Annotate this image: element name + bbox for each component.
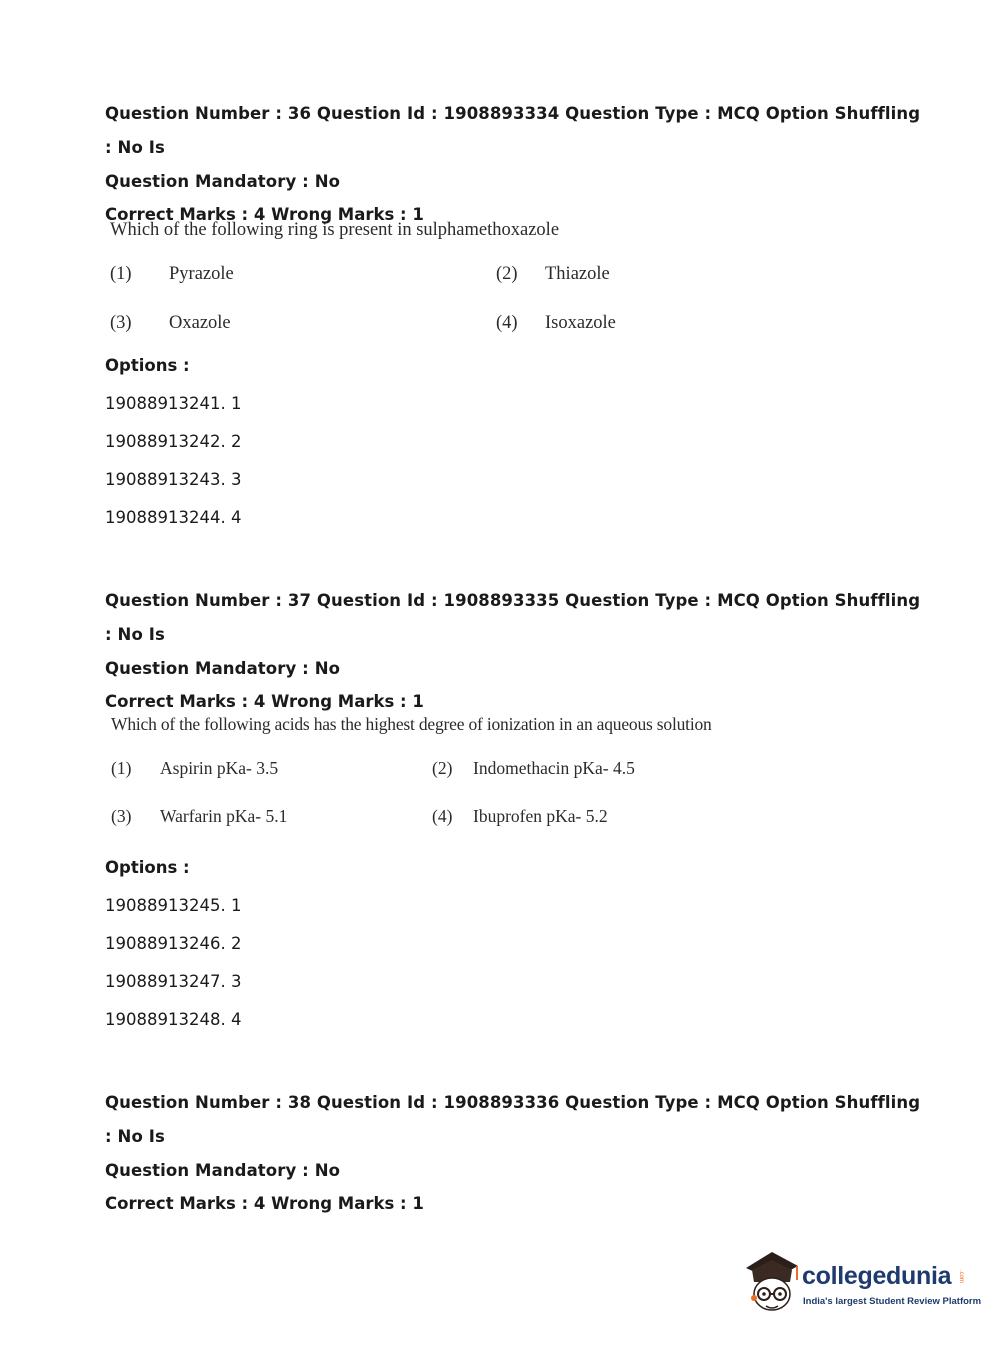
option-id-line: 19088913246. 2 xyxy=(105,934,242,953)
choice-number: (4) xyxy=(432,806,453,826)
question-37-text: Which of the following acids has the highest degree of ionization in an aqueous solution xyxy=(111,714,712,734)
choice-label: Thiazole xyxy=(545,264,610,284)
mascot-icon xyxy=(742,1250,802,1320)
choice-label: Oxazole xyxy=(169,313,231,333)
choice-number: (2) xyxy=(496,264,518,284)
option-id-line: 19088913247. 3 xyxy=(105,972,242,991)
option-id-line: 19088913242. 2 xyxy=(105,432,242,451)
question-36-header xyxy=(105,97,925,227)
question-header-line1: Question Number : 38 Question Id : 1908893336 Question Type : MCQ Option Shuffling : No Is xyxy=(105,1093,921,1146)
options-heading: Options : xyxy=(105,356,190,375)
choice-number: (4) xyxy=(496,313,518,333)
option-id-line: 19088913243. 3 xyxy=(105,470,242,489)
choice-number: (3) xyxy=(111,806,132,826)
question-header-line2: Question Mandatory : No xyxy=(105,172,341,191)
choice-label: Warfarin pKa- 5.1 xyxy=(160,806,288,826)
option-id-line: 19088913241. 1 xyxy=(105,394,242,413)
options-heading: Options : xyxy=(105,858,190,877)
question-36-text: Which of the following ring is present in sulphamethoxazole xyxy=(110,220,560,240)
logo-suffix: .com xyxy=(958,1270,964,1284)
question-38-header xyxy=(105,1086,925,1216)
choice-number: (1) xyxy=(111,758,132,778)
choice-number: (1) xyxy=(110,264,132,284)
option-id-line: 19088913245. 1 xyxy=(105,896,242,915)
choice-label: Isoxazole xyxy=(545,313,616,333)
marks-line: Correct Marks : 4 Wrong Marks : 1 xyxy=(105,1194,424,1213)
logo-tagline: India's largest Student Review Platform xyxy=(803,1296,982,1307)
choice-label: Pyrazole xyxy=(169,264,234,284)
marks-line: Correct Marks : 4 Wrong Marks : 1 xyxy=(105,692,424,711)
question-37-header xyxy=(105,584,925,714)
choice-label: Aspirin pKa- 3.5 xyxy=(160,758,279,778)
option-id-line: 19088913248. 4 xyxy=(105,1010,242,1029)
choice-label: Indomethacin pKa- 4.5 xyxy=(473,758,635,778)
marks-line: Correct Marks : 4 Wrong Marks : 1 xyxy=(105,205,424,224)
question-header-line2: Question Mandatory : No xyxy=(105,659,341,678)
choice-label: Ibuprofen pKa- 5.2 xyxy=(473,806,608,826)
question-header-line1: Question Number : 37 Question Id : 1908893335 Question Type : MCQ Option Shuffling : No Is xyxy=(105,591,921,644)
question-header-line1: Question Number : 36 Question Id : 1908893334 Question Type : MCQ Option Shuffling : No Is xyxy=(105,104,921,157)
collegedunia-logo xyxy=(742,1250,982,1320)
choice-number: (3) xyxy=(110,313,132,333)
logo-wordmark: collegedunia xyxy=(802,1262,952,1290)
question-header-line2: Question Mandatory : No xyxy=(105,1161,341,1180)
choice-number: (2) xyxy=(432,758,453,778)
option-id-line: 19088913244. 4 xyxy=(105,508,242,527)
